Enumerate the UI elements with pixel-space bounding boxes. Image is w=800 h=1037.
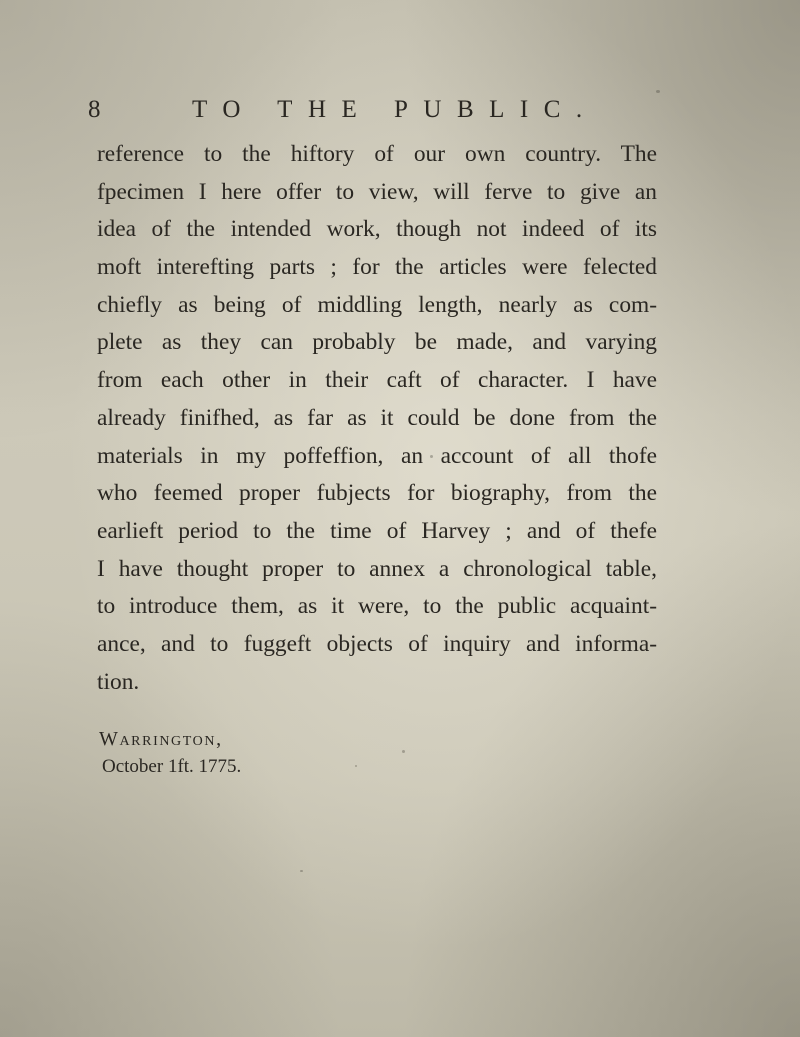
- running-head: [88, 96, 748, 136]
- page-title: TO THE PUBLIC.: [192, 96, 598, 123]
- signature-date: October 1ft. 1775.: [102, 756, 242, 777]
- text-line: moft interefting parts ; for the articles were felected: [97, 254, 657, 281]
- text-line: ance, and to fuggeft objects of inquiry and informa-: [97, 630, 657, 657]
- text-line: from each other in their caft of character. I have: [97, 367, 657, 394]
- text-line: chiefly as being of middling length, nearly as com-: [97, 291, 657, 318]
- body-text: [97, 136, 657, 701]
- paper-speck: [300, 870, 303, 872]
- signature-place: Warrington,: [99, 728, 223, 750]
- text-line: tion.: [97, 668, 140, 695]
- text-line: to introduce them, as it were, to the public acquaint-: [97, 593, 657, 620]
- paper-speck: [656, 90, 660, 93]
- text-line: fpecimen I here offer to view, will ferve to give an: [97, 178, 657, 205]
- paper-speck: [355, 765, 357, 767]
- text-line: already finifhed, as far as it could be done from the: [97, 404, 657, 431]
- text-line: plete as they can probably be made, and varying: [97, 329, 657, 356]
- text-line: idea of the intended work, though not indeed of its: [97, 216, 657, 243]
- text-line: earlieft period to the time of Harvey ; and of thefe: [97, 517, 657, 544]
- text-line: I have thought proper to annex a chronological table,: [97, 555, 657, 582]
- page-number: 8: [88, 96, 101, 123]
- paper-speck: [402, 750, 405, 753]
- text-line: materials in my poffeffion, an account of all thofe: [97, 442, 657, 469]
- text-line: reference to the hiftory of our own country. The: [97, 141, 657, 167]
- signature: [99, 726, 241, 780]
- text-line: who feemed proper fubjects for biography, from the: [97, 480, 657, 507]
